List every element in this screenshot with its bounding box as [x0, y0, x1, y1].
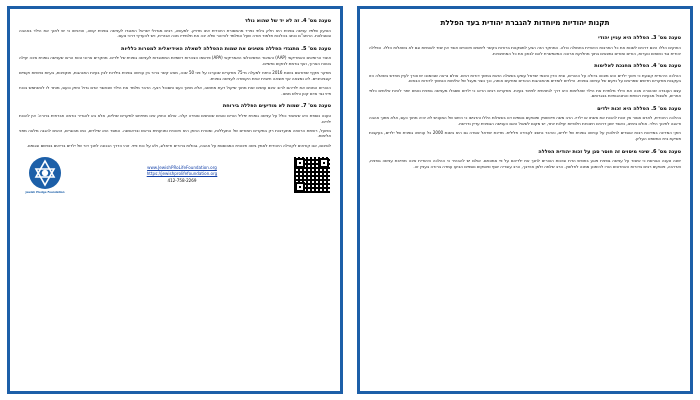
qr-eye-top-left [295, 158, 305, 168]
right-section-3-para-2: חוקי המדינה במדינות רבות אוסרים לחלוטין על ענישה גופנית של ילדים, והדבר נחשב לעבירה פלילית. מדינת ישראל אסרה גם היא בשנת 2000 כל ענישה גופנית של ילדים, בעקבות פסיקת בית המשפט העליון. [369, 130, 681, 141]
left-section-2-para-3: ההורים המכים את ילדיהם לרוב אינם עושים זאת מתוך שיקול דעת מחושב, אלא מתוך כעס ותסכול רגעי. הדבר מלמד את הילד שכאשר אדם גדול וחזק כועס, מותר לו להשתמש בכוח פיזי נגד אדם קטן וחלש ממנו. [19, 85, 331, 96]
logo-caption: Jewish Pledge Foundation [25, 190, 65, 195]
right-section-1-heading: טענה מס' 3. הפללה היא עניין יהודי [598, 35, 681, 42]
right-section-3-heading: טענה מס' 5. הפללה היא זכות ילדים [597, 105, 681, 112]
website-link-secondary[interactable]: https://jewishprolifefoundation.org [146, 171, 218, 177]
website-link[interactable]: www.JewishPRoLifeFoundation.org [147, 165, 217, 171]
right-section-2-para-2: עצם העובדה שההורה מכה את הילד מלמדת את הילד שאלימות היא דרך לגיטימית לפתור בעיות. מחקרים רבים הראו כי ילדים שסבלו מענישה גופנית נוטים יותר להיות אלימים כלפי אחרים, ולסבול מבעיות רגשיות והתנהגותיות בבגרותם. [369, 87, 681, 99]
left-section-2-para-2: מחקר מקיף שפורסם בשנת 2016 וניתח למעלה מ-75 מחקרים שנערכו על פני 50 שנה, מצא קשר ברור בין ענישה גופנית בילדות לבין בעיות התנהגות, תוקפנות, בעיות נפשיות וקשיים קוגניטיביים. לא נמצאה אף תוצאה חיובית אחת הקשורה לענישה גופנית. [19, 70, 331, 81]
right-section-3-para-1: בהלכה היהודית, לאדם אסור אין זכות להכות את אשתו או ילדיו. הרב משה פיינשטיין ופוסקים נוספים דנו בשאלות הללו והדגישו כי היחס של המעניש לא יהיה מתוך כעס, אלא מתוך אהבה ודאגה לחינוך הילד. אולם בימינו, כאשר ישנן דרכים חינוכיות חלופיות יעילות יותר, יש מקום לשאול האם הענישה הגופנית עדיין נדרשת. [369, 115, 681, 127]
left-section-2-heading: טענה מס' 5. מתנגדי הפללה משיגים את שמות ההפללה לשאלה האידיאלית למטרות כלליות [121, 45, 331, 52]
left-column-body [19, 18, 331, 194]
qr-code-icon[interactable] [293, 156, 331, 194]
phone-number: 412-758-2269 [167, 178, 197, 184]
right-section-4-para-1: ישנה טענה הגורסת כי איסור על ענישה גופנית פוגע בחופש הדת ובזכות ההורים לחנך את ילדיהם על פי אמונתם. אולם יש להבהיר כי ההלכה היהודית אינה מחייבת ענישה גופנית, ואדרבה, פוסקים רבים בדורות האחרונים הורו להימנע ממנה לחלוטין. הרב שלמה זלמן אוירבך, הרב עובדיה יוסף ופוסקים נוספים הביעו עמדה ברורה בעניין זה. [369, 158, 681, 169]
panel-right-inner [357, 6, 693, 394]
left-section-2-para-1: איגוד הרופאים האמריקאי (AAP) והאיגוד הפסיכולוגי האמריקאי (APA) פרסמו הצהרות רשמיות המתנגדות לענישה גופנית של ילדים. מחקרים ארוכי טווח הראו שענישה גופנית אינה יעילה בטווח הארוך, ואף גורמת לנזקים נפשיים. [19, 55, 332, 67]
left-section-3-para-1: טענה נוספת היא שאיסור כולל על ענישה גופנית יפליל הורים טובים שנותנים סטירה קלה. אולם החוק אינו מתייחס למקרים שוליים, אלא בא להגדיר נורמה חברתית ברורה: אין להכות ילדים. [19, 112, 331, 124]
right-section-1-para-1: החוקים הללו הינם דרכים לשנות את כל התרבות היהודית בחמולה כולה. המחקר הזה הגיע למסקנות ברורות בקשר ליחסים חינוכיים אשר אין יסוד לאומיות וגם לא בשאלות הללו. הפללה יהודית נגד נושאים ונערות, הורים ומורים נמצאים בתוך מחלוקת ארוכה המאפשרת להם לבחון את כל המחויבויות. [369, 44, 681, 56]
right-column-body [369, 35, 681, 169]
qr-eye-bottom-left [295, 182, 305, 192]
right-section-4-heading: טענה מס' 6. שינוי מיסוים זה חוסר סגן על זכות יהודית הפללה [538, 148, 681, 155]
left-section-3-para-3: לסיכום, אנו קוראים לקהילה היהודית לאמץ גישה חינוכית המבוססת על אהבה, גבולות ברורים ודיאלוג, ולא על כוח פיזי. זוהי הדרך הנכונה לחנך דור של ילדים בריאים בנפשם ובגופם. [26, 142, 331, 148]
left-section-3-para-2: בפועל, רשויות הרווחה מתערבות רק במקרים חמורים של התעללות, ומטרת החוק היא חינוכית ומניעתית בראש ובראשונה. המסר הוא שילדים, כמו מבוגרים, זכאים להגנה מלאה מפני אלימות. [19, 127, 331, 139]
qr-eye-top-right [319, 158, 329, 168]
footer-contact [76, 156, 288, 184]
left-section-3-heading: טענה מס' 7. שמות לא מודיעים הפללה בירוחת [222, 103, 331, 110]
panel-right [350, 0, 700, 400]
panel-left-inner [7, 6, 343, 394]
page-title: תקנות יהודיות מיוחדות להגברת יהודית בעד הפללת [440, 18, 610, 27]
right-section-2-heading: טענה מס' 4. הפללה מחנכת לאלימות [594, 63, 681, 70]
left-section-1-heading: טענה מס' 4. זה לא יד של שהוא נולד [244, 18, 331, 24]
right-section-2-para-1: ההלכה היהודית קובעת כי חינוך ילדים הוא מצווה גדולה על ההורים, ובית הדין וחכמי ישראל עסקו בשאלה הזאת במשך דורות רבים. אולם נראה שבזמננו יש צורך לעיין מחדש בשאלה הזו בעקבות מחקרים חדשים שמראים על נזקים של ענישה גופנית. הילדים לומדים מהתנהגות ההורים ומחקים אותה, וכך נוצר מעגל של אלימות הנמשך לדורות הבאים. [369, 72, 681, 84]
footer-block [19, 156, 331, 194]
foundation-logo [19, 156, 71, 194]
left-section-1-para-1: הטיעון שלפיו ענישה גופנית היא חלק בלתי נפרד מהמסורת היהודית אינו מדויק. למעשה, רבים מגדולי ישראל התנגדו לענישה גופנית קשה, והדגישו כי יש לחנך את הילד באהבה ובסבלנות. הרמב"ם כותב בהלכות תלמוד תורה שעל המלמד להיזהר שלא יכה את תלמידיו מכה אכזרית, ויש להעדיף דרכי נועם. [19, 27, 331, 39]
star-of-david-icon [28, 156, 62, 190]
